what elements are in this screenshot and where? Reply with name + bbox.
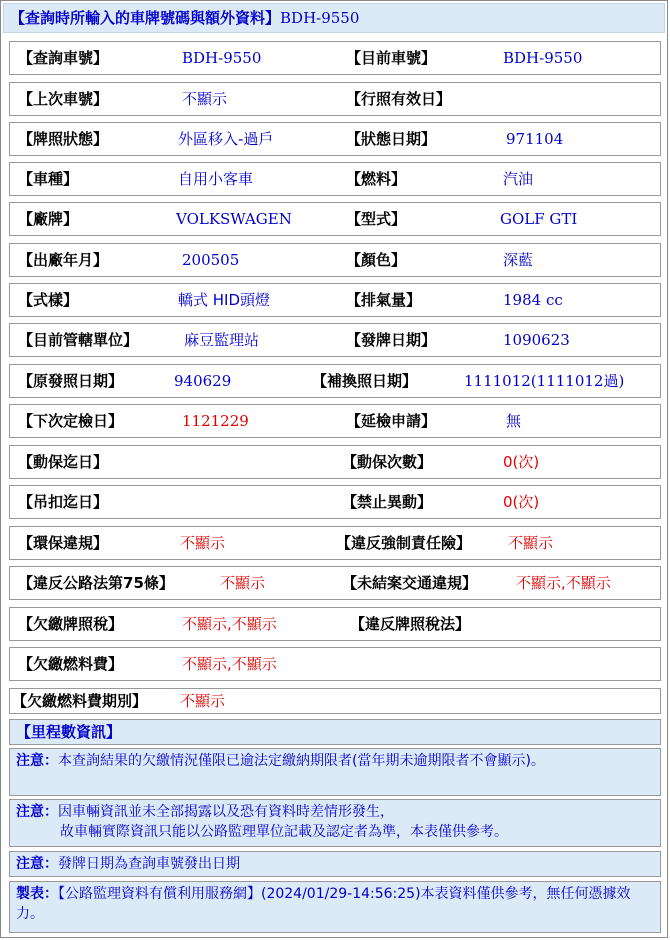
value-color: 深藍 bbox=[503, 251, 534, 269]
label-body-style: 【式樣】 bbox=[18, 291, 79, 309]
note-disclaimer-line1: 因車輛資訊並未全部揭露以及恐有資料時差情形發生， bbox=[58, 804, 394, 820]
value-issue-date: 1090623 bbox=[503, 331, 570, 349]
label-fuel: 【燃料】 bbox=[346, 170, 407, 188]
row-plate-status bbox=[9, 122, 661, 156]
banner-plate: BDH-9550 bbox=[280, 9, 360, 27]
note-generated-by bbox=[9, 881, 661, 933]
row-highway-law-violation bbox=[9, 566, 661, 600]
query-banner bbox=[3, 3, 665, 33]
label-environmental-violation: 【環保違規】 bbox=[18, 534, 109, 552]
value-vehicle-type: 自用小客車 bbox=[178, 170, 254, 188]
value-current-plate: BDH-9550 bbox=[503, 49, 583, 67]
note-disclaimer bbox=[9, 799, 661, 847]
value-model: GOLF GTI bbox=[500, 210, 578, 228]
row-body-style bbox=[9, 283, 661, 317]
mileage-section-title: 【里程數資訊】 bbox=[9, 719, 661, 745]
label-insurance-violation: 【違反強制責任險】 bbox=[336, 534, 472, 552]
label-vehicle-type: 【車種】 bbox=[18, 170, 79, 188]
label-displacement: 【排氣量】 bbox=[346, 291, 422, 309]
label-current-plate: 【目前車號】 bbox=[346, 49, 437, 67]
value-unpaid-fuel-fee: 不顯示,不顯示 bbox=[182, 655, 277, 673]
row-suspension bbox=[9, 485, 661, 519]
label-plate-status: 【牌照狀態】 bbox=[18, 130, 109, 148]
value-next-inspection: 1121229 bbox=[182, 412, 249, 430]
label-transfer-prohibited: 【禁止異動】 bbox=[342, 493, 433, 511]
label-license-tax-violation: 【違反牌照稅法】 bbox=[350, 615, 471, 633]
label-reissue-date: 【補換照日期】 bbox=[312, 372, 418, 390]
label-next-inspection: 【下次定檢日】 bbox=[18, 412, 124, 430]
value-chattel-mortgage-count: 0(次) bbox=[503, 453, 540, 471]
note-disclaimer-line2: 故車輛實際資訊只能以公路監理單位記載及認定者為準，本表僅供參考。 bbox=[60, 824, 508, 840]
row-next-inspection bbox=[9, 404, 661, 438]
note-generated-by-text: 【公路監理資料有償利用服務網】(2024/01/29-14:56:25)本表資料僅供參考，無任何憑據效力。 bbox=[16, 886, 631, 922]
value-inspection-extension: 無 bbox=[506, 412, 522, 430]
value-environmental-violation: 不顯示 bbox=[180, 534, 226, 552]
note-arrears bbox=[9, 748, 661, 796]
label-unsettled-traffic-violation: 【未結案交通違規】 bbox=[342, 574, 478, 592]
value-status-date: 971104 bbox=[506, 130, 564, 148]
value-jurisdiction: 麻豆監理站 bbox=[184, 331, 260, 349]
row-jurisdiction bbox=[9, 323, 661, 357]
row-unpaid-license-tax bbox=[9, 607, 661, 641]
label-fuel-fee-period: 【欠繳燃料費期別】 bbox=[12, 692, 148, 710]
value-unsettled-traffic-violation: 不顯示,不顯示 bbox=[516, 574, 611, 592]
label-query-plate: 【查詢車號】 bbox=[18, 49, 109, 67]
label-chattel-mortgage-end: 【動保迄日】 bbox=[18, 453, 109, 471]
label-original-license-date: 【原發照日期】 bbox=[18, 372, 124, 390]
value-fuel: 汽油 bbox=[503, 170, 534, 188]
label-jurisdiction: 【目前管轄單位】 bbox=[18, 331, 139, 349]
label-previous-plate: 【上次車號】 bbox=[18, 90, 109, 108]
row-manufacture-date bbox=[9, 243, 661, 277]
row-fuel-fee-period bbox=[9, 688, 661, 714]
note-arrears-key: 注意： bbox=[16, 753, 58, 769]
row-chattel-mortgage bbox=[9, 445, 661, 479]
note-generated-by-key: 製表： bbox=[16, 886, 58, 902]
value-plate-status: 外區移入-過戶 bbox=[178, 130, 274, 148]
value-original-license-date: 940629 bbox=[174, 372, 232, 390]
label-brand: 【廠牌】 bbox=[18, 210, 79, 228]
row-previous-plate bbox=[9, 82, 661, 116]
value-body-style: 轎式 HID頭燈 bbox=[178, 291, 271, 309]
label-chattel-mortgage-count: 【動保次數】 bbox=[342, 453, 433, 471]
row-query-plate bbox=[9, 41, 661, 75]
label-highway-law-violation: 【違反公路法第75條】 bbox=[18, 574, 174, 592]
row-original-license-date bbox=[9, 364, 661, 398]
value-query-plate: BDH-9550 bbox=[182, 49, 262, 67]
note-arrears-text: 本查詢結果的欠繳情況僅限已逾法定繳納期限者(當年期未逾期限者不會顯示)。 bbox=[58, 753, 545, 769]
row-unpaid-fuel-fee bbox=[9, 647, 661, 681]
label-issue-date: 【發牌日期】 bbox=[346, 331, 437, 349]
banner-title: 【查詢時所輸入的車牌號碼與額外資料】 bbox=[10, 9, 281, 27]
row-brand bbox=[9, 202, 661, 236]
value-displacement: 1984 cc bbox=[503, 291, 563, 309]
value-brand: VOLKSWAGEN bbox=[176, 210, 292, 228]
label-model: 【型式】 bbox=[346, 210, 407, 228]
value-reissue-date: 1111012(1111012過) bbox=[464, 372, 625, 390]
label-unpaid-fuel-fee: 【欠繳燃料費】 bbox=[18, 655, 124, 673]
note-issue-date-text: 發牌日期為查詢車號發出日期 bbox=[58, 856, 240, 872]
label-color: 【顏色】 bbox=[346, 251, 407, 269]
label-suspension-end: 【吊扣迄日】 bbox=[18, 493, 109, 511]
label-license-valid-date: 【行照有效日】 bbox=[346, 90, 452, 108]
value-transfer-prohibited: 0(次) bbox=[503, 493, 540, 511]
row-vehicle-type bbox=[9, 162, 661, 196]
label-manufacture-date: 【出廠年月】 bbox=[18, 251, 109, 269]
note-disclaimer-key: 注意： bbox=[16, 804, 58, 820]
value-manufacture-date: 200505 bbox=[182, 251, 240, 269]
label-unpaid-license-tax: 【欠繳牌照稅】 bbox=[18, 615, 124, 633]
note-issue-date bbox=[9, 851, 661, 877]
value-fuel-fee-period: 不顯示 bbox=[180, 692, 226, 710]
value-insurance-violation: 不顯示 bbox=[508, 534, 554, 552]
label-status-date: 【狀態日期】 bbox=[346, 130, 437, 148]
label-inspection-extension: 【延檢申請】 bbox=[346, 412, 437, 430]
value-unpaid-license-tax: 不顯示,不顯示 bbox=[182, 615, 277, 633]
note-issue-date-key: 注意： bbox=[16, 856, 58, 872]
row-environmental-violation bbox=[9, 526, 661, 560]
value-highway-law-violation: 不顯示 bbox=[220, 574, 266, 592]
value-previous-plate: 不顯示 bbox=[182, 90, 228, 108]
